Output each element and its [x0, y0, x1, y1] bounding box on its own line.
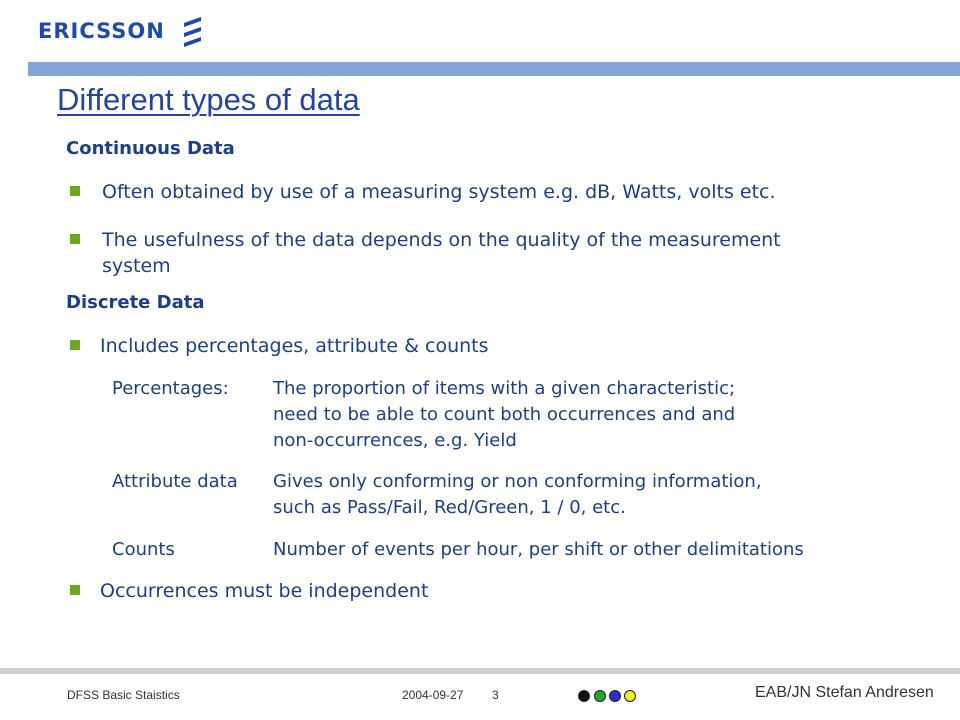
- footer-date: 2004-09-27: [402, 688, 464, 702]
- footer-course: DFSS Basic Staistics: [67, 688, 180, 702]
- definition-text: Number of events per hour, per shift or other delimitations: [273, 539, 804, 560]
- bullet-text: Includes percentages, attribute & counts: [100, 335, 489, 357]
- footer-dot-icon: [578, 690, 590, 702]
- footer-dot-icon: [594, 690, 606, 702]
- definition-term: Counts: [112, 539, 175, 560]
- footer-page-number: 3: [492, 688, 499, 702]
- header-bar: [28, 62, 960, 76]
- continuous-data-heading: Continuous Data: [66, 138, 235, 159]
- bullet-text: Often obtained by use of a measuring system e.g. dB, Watts, volts etc.: [102, 181, 776, 203]
- footer-dot-icon: [624, 690, 636, 702]
- bullet-square-icon: [70, 234, 80, 244]
- discrete-data-heading: Discrete Data: [66, 292, 205, 313]
- footer-author: EAB/JN Stefan Andresen: [755, 684, 934, 701]
- slide-title: Different types of data: [57, 82, 360, 117]
- definition-text: The proportion of items with a given characteristic;: [273, 378, 736, 399]
- ericsson-logo: [38, 14, 205, 48]
- definition-text: Gives only conforming or non conforming information,: [273, 471, 762, 492]
- bullet-square-icon: [70, 585, 80, 595]
- definition-term: Percentages:: [112, 378, 229, 399]
- definition-term: Attribute data: [112, 471, 238, 492]
- bullet-text: system: [102, 255, 171, 277]
- footer-bar: [0, 668, 960, 674]
- ericsson-mark-icon: [181, 15, 205, 47]
- bullet-square-icon: [70, 186, 80, 196]
- definition-text: such as Pass/Fail, Red/Green, 1 / 0, etc.: [273, 497, 626, 518]
- definition-text: non-occurrences, e.g. Yield: [273, 430, 517, 451]
- bullet-square-icon: [70, 340, 80, 350]
- footer-dot-icon: [609, 690, 621, 702]
- bullet-text: The usefulness of the data depends on the quality of the measurement: [102, 229, 781, 251]
- bullet-text: Occurrences must be independent: [100, 580, 429, 602]
- definition-text: need to be able to count both occurrences and and: [273, 404, 736, 425]
- logo-wordmark: ERICSSON: [38, 19, 165, 43]
